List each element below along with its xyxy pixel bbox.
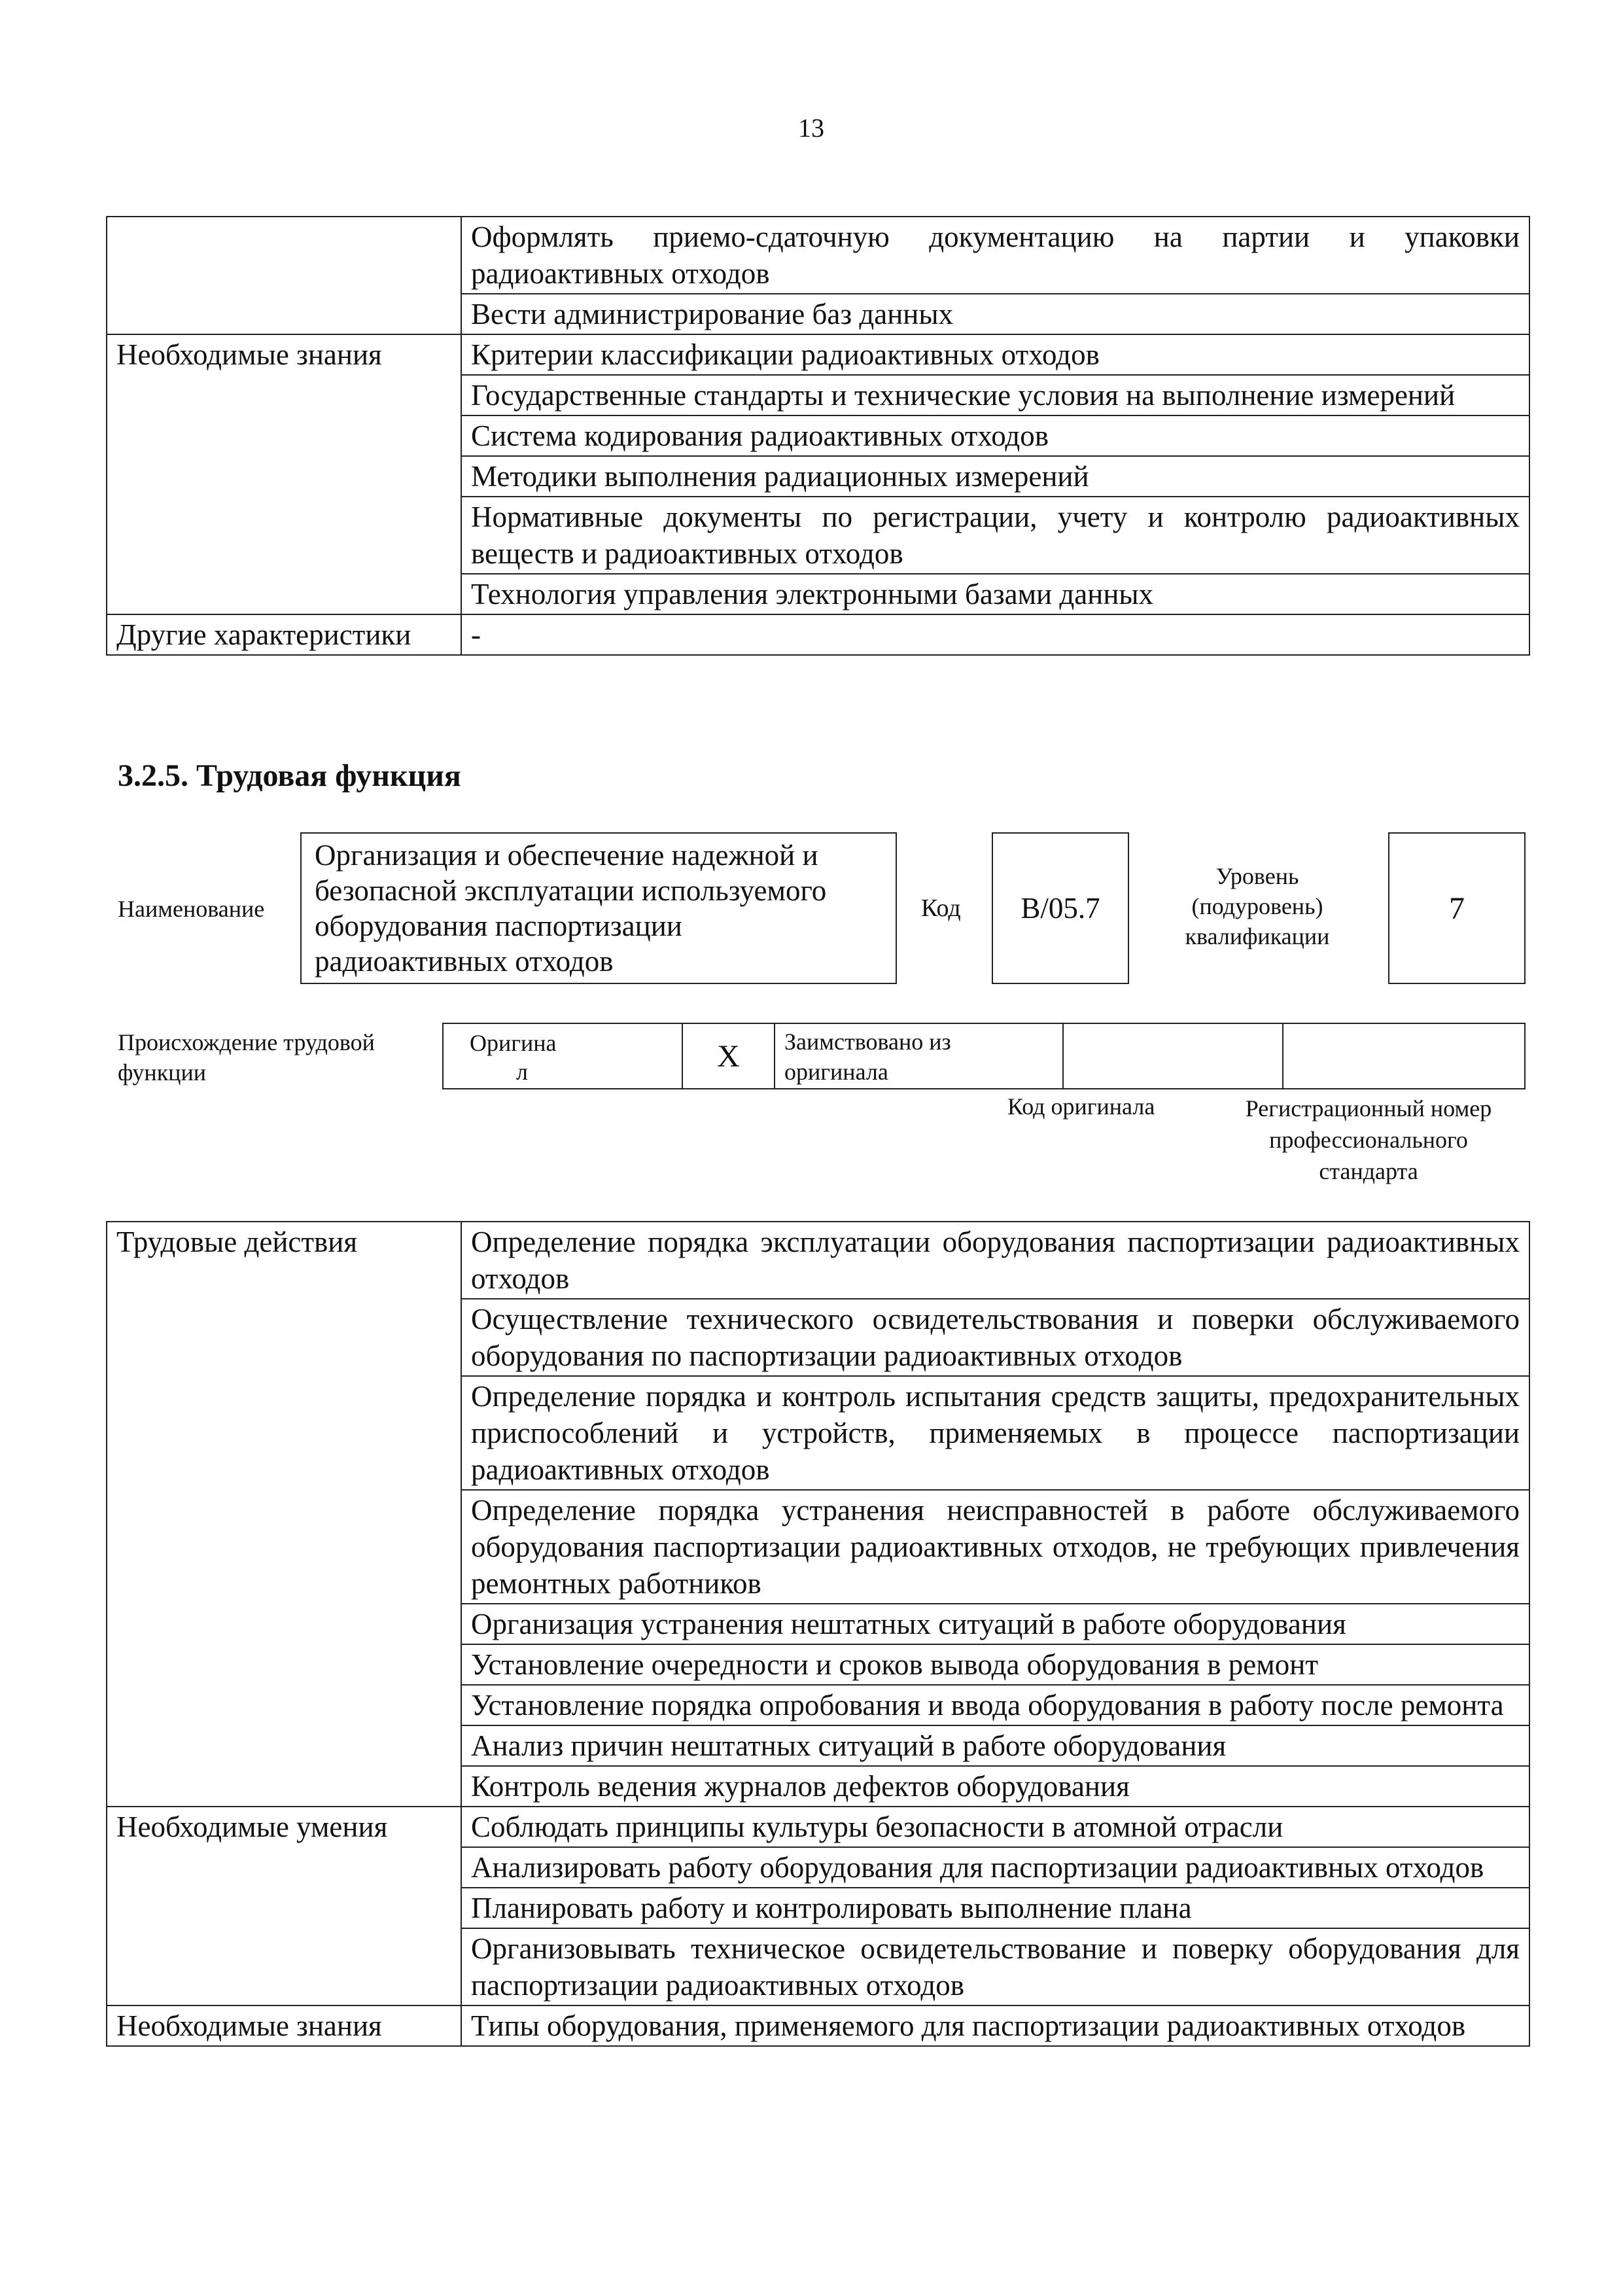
original-text-a: Оригина	[470, 1030, 557, 1056]
original-mark: X	[683, 1024, 775, 1088]
table-row	[107, 614, 1529, 655]
reg-number-cell	[1283, 1024, 1524, 1088]
requirement-item: Типы оборудования, применяемого для паспортизации радиоактивных отходов	[461, 2005, 1529, 2046]
requirement-item: Анализ причин нештатных ситуаций в работе оборудования	[461, 1725, 1529, 1766]
requirement-item: Планировать работу и контролировать выполнение плана	[461, 1888, 1529, 1928]
requirement-item: Установление очередности и сроков вывода оборудования в ремонт	[461, 1644, 1529, 1685]
requirement-item: Нормативные документы по регистрации, учету и контролю радиоактивных веществ и радиоактивных отходов	[461, 497, 1529, 574]
requirement-item: Установление порядка опробования и ввода оборудования в работу после ремонта	[461, 1685, 1529, 1725]
origin-row	[442, 1023, 1526, 1089]
requirement-item: Технология управления электронными базами данных	[461, 574, 1529, 614]
row-group-label: Трудовые действия	[107, 1222, 461, 1807]
requirement-item: Организация устранения нештатных ситуаций в работе оборудования	[461, 1604, 1529, 1644]
requirement-item: Определение порядка и контроль испытания средств защиты, предохранительных приспособлений и устройств, применяемых в процессе паспортизации радиоактивных отходов	[461, 1376, 1529, 1490]
naim-value: Организация и обеспечение надежной и безопасной эксплуатации используемого оборудования паспортизации радиоактивных отходов	[300, 832, 897, 984]
table-row	[107, 1807, 1529, 1847]
table-row	[107, 217, 1529, 294]
requirement-item: Государственные стандарты и технические условия на выполнение измерений	[461, 375, 1529, 415]
row-group-label: Необходимые умения	[107, 1807, 461, 2005]
table-row	[107, 334, 1529, 375]
requirement-item: Вести администрирование баз данных	[461, 294, 1529, 334]
naim-label: Наименование	[118, 896, 265, 922]
requirement-item: Система кодирования радиоактивных отходов	[461, 415, 1529, 456]
level-label: Уровень (подуровень) квалификации	[1185, 863, 1330, 949]
table-row	[107, 2005, 1529, 2046]
row-group-label: Необходимые знания	[107, 334, 461, 614]
requirement-item: Критерии классификации радиоактивных отходов	[461, 334, 1529, 375]
original-cell	[444, 1024, 683, 1088]
main-requirements-table	[106, 1221, 1530, 2047]
requirement-item: Контроль ведения журналов дефектов оборудования	[461, 1766, 1529, 1807]
requirement-item: Методики выполнения радиационных измерений	[461, 456, 1529, 497]
borrowed-cell	[775, 1024, 1064, 1088]
section-title: 3.2.5. Трудовая функция	[118, 758, 461, 793]
reg-number-caption: Регистрационный номер профессионального стандарта	[1245, 1095, 1492, 1184]
requirement-item: Анализировать работу оборудования для паспортизации радиоактивных отходов	[461, 1847, 1529, 1888]
borrowed-text: Заимствовано из оригинала	[784, 1029, 951, 1085]
kod-value: B/05.7	[992, 832, 1129, 984]
row-group-label: Необходимые знания	[107, 2005, 461, 2046]
table-row	[107, 1222, 1529, 1299]
requirement-item: Определение порядка устранения неисправностей в работе обслуживаемого оборудования паспортизации радиоактивных отходов, не требующих привлечения ремонтных работников	[461, 1490, 1529, 1604]
row-group-label	[107, 217, 461, 334]
top-requirements-table	[106, 216, 1530, 656]
requirement-item: -	[461, 614, 1529, 655]
requirement-item: Соблюдать принципы культуры безопасности в атомной отрасли	[461, 1807, 1529, 1847]
requirement-item: Определение порядка эксплуатации оборудования паспортизации радиоактивных отходов	[461, 1222, 1529, 1299]
requirement-item: Организовывать техническое освидетельствование и поверку оборудования для паспортизации радиоактивных отходов	[461, 1928, 1529, 2005]
row-group-label: Другие характеристики	[107, 614, 461, 655]
page-number: 13	[798, 113, 824, 143]
origin-label: Происхождение трудовой функции	[118, 1029, 375, 1086]
level-value: 7	[1388, 832, 1526, 984]
kod-label: Код	[921, 894, 961, 922]
original-code-cell	[1064, 1024, 1283, 1088]
code-original-caption: Код оригинала	[1007, 1093, 1155, 1120]
original-text-b: л	[516, 1059, 528, 1085]
requirement-item: Осуществление технического освидетельствования и поверки обслуживаемого оборудования по паспортизации радиоактивных отходов	[461, 1299, 1529, 1376]
requirement-item: Оформлять приемо-сдаточную документацию на партии и упаковки радиоактивных отходов	[461, 217, 1529, 294]
